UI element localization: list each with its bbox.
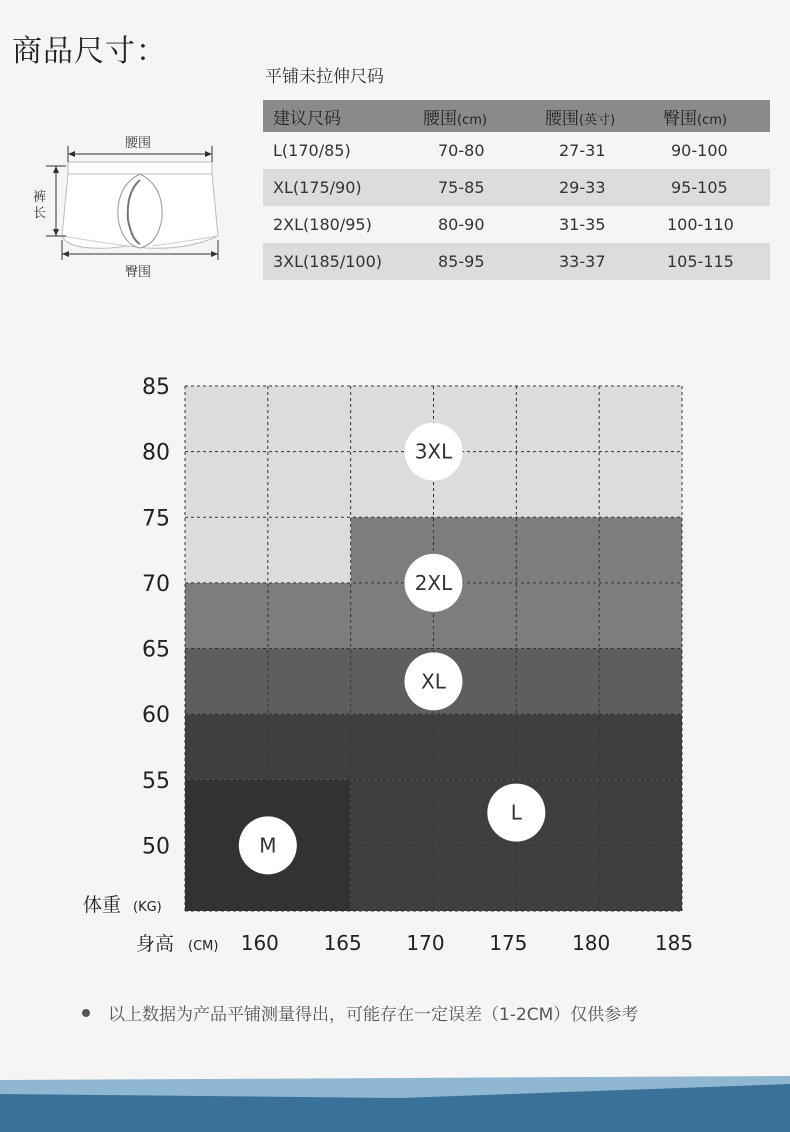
table-cell: 31-35 [559, 215, 606, 234]
table-cell: L(170/85) [273, 141, 351, 160]
y-tick-label: 60 [142, 703, 170, 729]
table-cell: 27-31 [559, 141, 606, 160]
page-title: 商品尺寸： [12, 34, 167, 69]
size-badge-label: XL [421, 669, 446, 694]
table-cell: 90-100 [671, 141, 728, 160]
y-tick-label: 75 [142, 506, 170, 532]
x-tick-label: 185 [654, 931, 694, 955]
y-axis-title: 体重 [83, 894, 122, 916]
table-cell: 80-90 [438, 215, 485, 234]
decorative-band [0, 1076, 790, 1132]
table-cell: 2XL(180/95) [273, 215, 372, 234]
table-cell: 100-110 [667, 215, 734, 234]
header-hip-cm: 臀围(cm) [663, 108, 727, 129]
table-cell: 29-33 [559, 178, 606, 197]
header-size: 建议尺码 [273, 108, 341, 129]
x-axis-title: 身高 [136, 933, 175, 955]
y-tick-label: 55 [142, 768, 170, 794]
size-badge-label: 2XL [414, 570, 453, 595]
size-badge-label: 3XL [414, 439, 453, 464]
table-row [263, 169, 770, 206]
x-tick-label: 165 [323, 931, 362, 955]
y-tick-label: 85 [142, 375, 170, 400]
table-cell: 85-95 [438, 252, 485, 271]
table-cell: 33-37 [559, 252, 606, 271]
table-row [263, 206, 770, 243]
y-tick-label: 65 [142, 637, 170, 663]
table-caption: 平铺未拉伸尺码 [265, 67, 384, 87]
size-chart [0, 360, 790, 970]
table-row [263, 132, 770, 169]
underwear-diagram [28, 128, 228, 288]
length-label-1: 裤 [33, 190, 47, 205]
waist-label: 腰围 [125, 136, 152, 151]
table-cell: 105-115 [667, 252, 734, 271]
size-table-header [263, 100, 770, 132]
y-tick-label: 70 [142, 571, 170, 597]
x-tick-label: 170 [406, 931, 445, 955]
x-tick-label: 180 [572, 931, 611, 955]
table-cell: XL(175/90) [273, 178, 362, 197]
x-axis-unit: (CM) [188, 939, 219, 954]
size-table [263, 100, 770, 280]
table-cell: 75-85 [438, 178, 485, 197]
bullet-icon [82, 1009, 90, 1017]
y-tick-label: 80 [142, 440, 170, 466]
x-tick-label: 160 [240, 931, 279, 955]
table-cell: 95-105 [671, 178, 728, 197]
x-tick-label: 175 [489, 931, 528, 955]
y-axis-unit: (KG) [133, 900, 162, 915]
table-row [263, 243, 770, 280]
table-cell: 70-80 [438, 141, 485, 160]
size-badge-label: M [259, 833, 277, 858]
footnote-text: 以上数据为产品平铺测量得出，可能存在一定误差（1-2CM）仅供参考 [108, 1005, 639, 1025]
header-waist-cm: 腰围(cm) [423, 108, 487, 129]
hip-label: 臀围 [125, 265, 152, 280]
length-label-2: 长 [33, 206, 47, 221]
size-badge-label: L [510, 800, 522, 825]
footnote [82, 1000, 638, 1025]
table-cell: 3XL(185/100) [273, 252, 383, 271]
header-waist-inch: 腰围(英寸) [545, 108, 616, 129]
y-tick-label: 50 [142, 834, 170, 860]
